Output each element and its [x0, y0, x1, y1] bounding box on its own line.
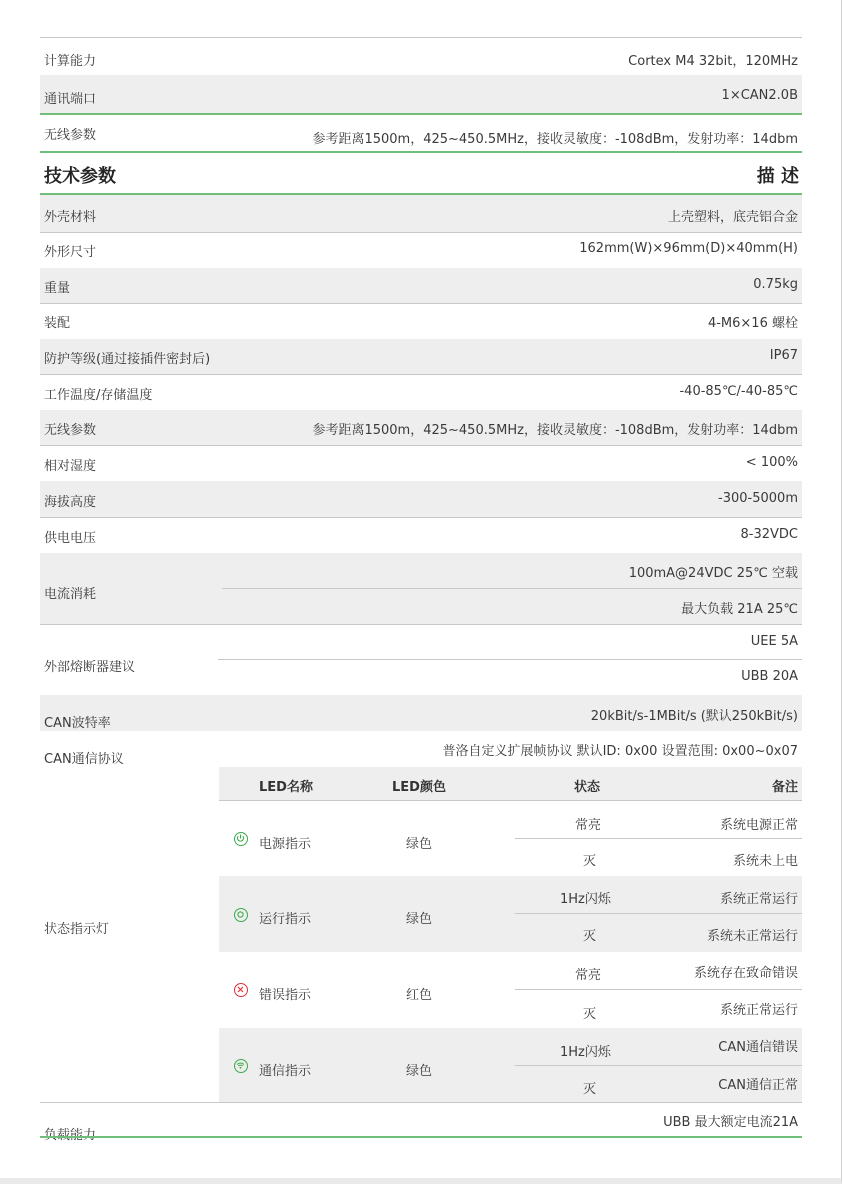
row-value: < 100% [745, 455, 798, 470]
led-group-error [219, 952, 802, 1028]
led-color: 红色 [406, 988, 433, 1003]
led-note: CAN通信错误 [718, 1040, 798, 1055]
section-title: 技术参数 [44, 166, 116, 187]
row-label: 重量 [44, 281, 71, 296]
led-color: 绿色 [406, 837, 433, 852]
led-note: 系统电源正常 [719, 818, 798, 833]
divider [515, 989, 802, 990]
section-desc-header: 描 述 [756, 166, 799, 187]
header-note: 备注 [771, 780, 798, 795]
spec-row-port [40, 75, 802, 113]
row-label [44, 1124, 96, 1143]
spec-row [40, 195, 802, 232]
spec-row-can-baud [40, 695, 802, 731]
row-value: Cortex M4 32bit，120MHz [628, 54, 798, 69]
led-state: 常亮 [575, 818, 602, 833]
row-label: 外形尺寸 [44, 245, 97, 260]
led-table-header [219, 767, 802, 801]
led-note: CAN通信正常 [718, 1078, 798, 1093]
spec-row [40, 233, 802, 268]
row-label: 无线参数 [44, 423, 97, 438]
error-icon [234, 983, 248, 997]
row-value: 最大负载 21A 25℃ [681, 602, 798, 617]
row-label: 工作温度/存储温度 [44, 388, 153, 403]
row-value: 20kBit/s-1MBit/s (默认250kBit/s) [590, 709, 798, 724]
row-label: 装配 [44, 316, 71, 331]
led-note: 系统未上电 [732, 854, 798, 869]
led-color: 绿色 [406, 1064, 433, 1079]
row-value: 0.75kg [753, 277, 798, 292]
led-state: 灭 [583, 1082, 597, 1097]
spec-row-load [40, 1103, 802, 1137]
row-label: 无线参数 [44, 128, 97, 143]
row-value: -300-5000m [718, 491, 798, 506]
row-value: -40-85℃/-40-85℃ [679, 384, 798, 399]
row-label: 相对湿度 [44, 459, 97, 474]
row-label: 电流消耗 [44, 587, 97, 602]
row-value: 普洛自定义扩展帧协议 默认ID: 0x00 设置范围: 0x00~0x07 [442, 744, 798, 759]
led-note: 系统正常运行 [719, 1003, 798, 1018]
divider [218, 659, 802, 660]
led-note: 系统正常运行 [719, 892, 798, 907]
led-state: 灭 [583, 1007, 597, 1022]
green-divider [40, 151, 802, 153]
wifi-icon [234, 1059, 248, 1073]
led-name: 运行指示 [259, 912, 312, 927]
row-value: 参考距离1500m，425~450.5MHz，接收灵敏度：-108dBm，发射功率：14dbm [312, 132, 798, 147]
spec-row [40, 518, 802, 553]
row-value: UEE 5A [750, 634, 798, 649]
row-label: 通讯端口 [44, 92, 97, 107]
led-color: 绿色 [406, 912, 433, 927]
spec-row-wireless-top [40, 115, 802, 151]
row-value: 4-M6×16 螺栓 [707, 316, 798, 331]
led-state: 1Hz闪烁 [560, 1045, 611, 1060]
divider [515, 913, 802, 914]
header-state: 状态 [574, 780, 601, 795]
divider [515, 838, 802, 839]
header-led-name: LED名称 [259, 780, 313, 795]
spec-row [40, 375, 802, 410]
led-state: 1Hz闪烁 [560, 892, 611, 907]
row-value: 1×CAN2.0B [721, 88, 798, 103]
spec-row-compute [40, 38, 802, 75]
row-value: UBB 20A [741, 669, 798, 684]
spec-row [40, 268, 802, 303]
row-value: 8-32VDC [740, 527, 798, 542]
led-note: 系统未正常运行 [706, 929, 798, 944]
header-led-color: LED颜色 [392, 780, 446, 795]
row-value: 162mm(W)×96mm(D)×40mm(H) [579, 241, 798, 256]
led-state: 常亮 [575, 968, 602, 983]
row-label: 外部熔断器建议 [44, 660, 136, 675]
spec-row [40, 304, 802, 339]
row-value: IP67 [769, 348, 798, 363]
divider [222, 588, 802, 589]
spec-row-can-protocol [40, 731, 802, 767]
led-state: 灭 [583, 854, 597, 869]
led-note: 系统存在致命错误 [693, 966, 798, 981]
led-section-label: 状态指示灯 [44, 922, 110, 937]
row-label: 防护等级(通过接插件密封后) [44, 352, 211, 367]
led-name: 通信指示 [259, 1064, 312, 1079]
led-name: 电源指示 [259, 837, 312, 852]
spec-row [40, 446, 802, 481]
led-name: 错误指示 [259, 988, 312, 1003]
spec-row-fuse [40, 625, 802, 695]
power-icon [234, 832, 248, 846]
spec-row [40, 339, 802, 374]
spec-row [40, 410, 802, 445]
row-label: 供电电压 [44, 531, 97, 546]
green-divider [40, 1136, 802, 1138]
row-value: 100mA@24VDC 25℃ 空载 [628, 566, 798, 581]
row-value: 上壳塑料，底壳铝合金 [667, 210, 798, 225]
row-label: CAN波特率 [44, 716, 111, 731]
led-group-run [219, 876, 802, 952]
row-label: CAN通信协议 [44, 752, 124, 767]
row-value: 参考距离1500m，425~450.5MHz，接收灵敏度：-108dBm，发射功率：14dbm [312, 423, 798, 438]
row-value: UBB 最大额定电流21A [663, 1115, 798, 1130]
row-label: 计算能力 [44, 54, 97, 69]
row-label: 外壳材料 [44, 210, 97, 225]
led-state: 灭 [583, 929, 597, 944]
spec-row [40, 481, 802, 517]
row-label: 海拔高度 [44, 495, 97, 510]
run-icon [234, 908, 248, 922]
divider [515, 1065, 802, 1066]
